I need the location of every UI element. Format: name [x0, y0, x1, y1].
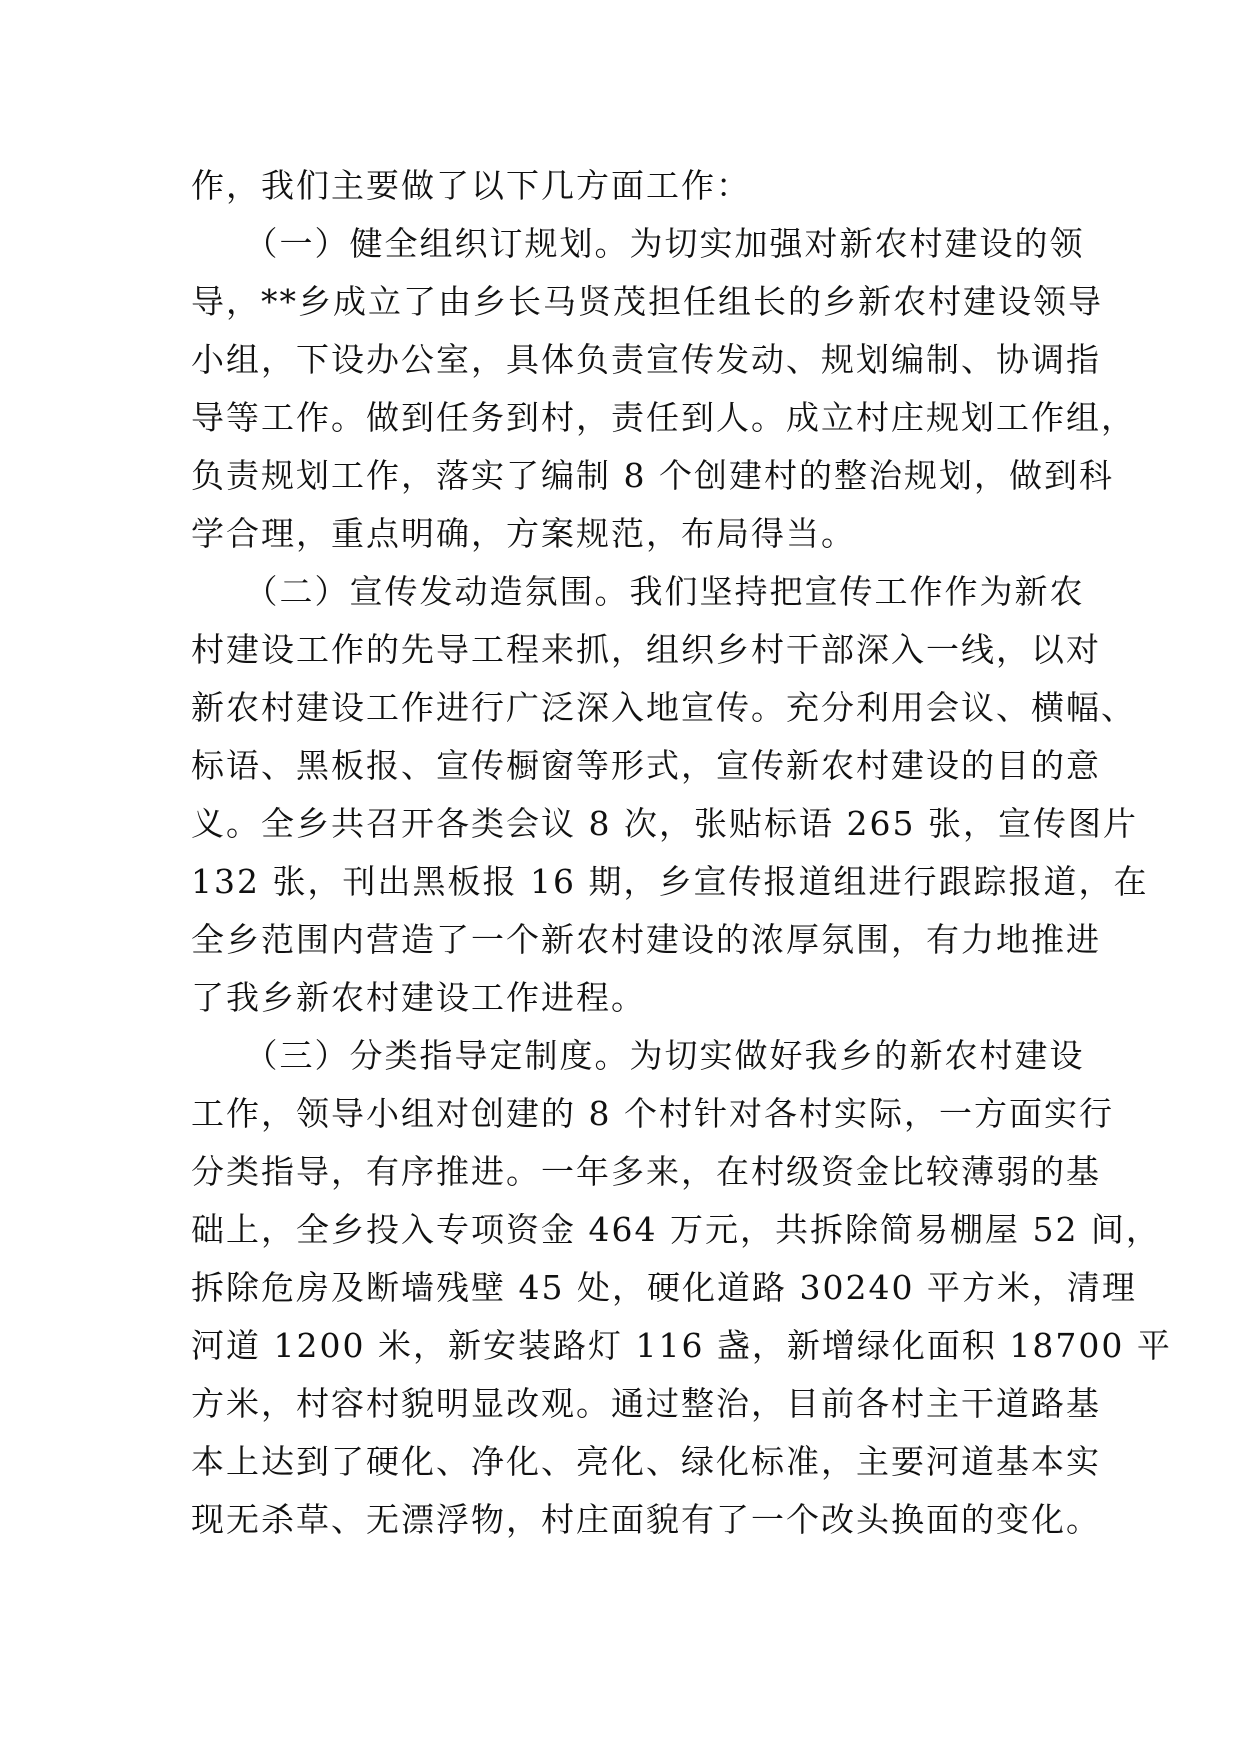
text-line: 村建设工作的先导工程来抓，组织乡村干部深入一线，以对: [191, 630, 1101, 669]
text-line: 学合理，重点明确，方案规范，布局得当。: [191, 514, 856, 553]
document-body: [191, 157, 1172, 1549]
text-line: （一）健全组织订规划。为切实加强对新农村建设的领: [191, 224, 1085, 263]
text-line: 河道 1200 米，新安装路灯 116 盏，新增绿化面积 18700 平: [191, 1326, 1172, 1365]
text-line: （二）宣传发动造氛围。我们坚持把宣传工作作为新农: [191, 572, 1085, 611]
text-line: 工作，领导小组对创建的 8 个村针对各村实际，一方面实行: [191, 1094, 1114, 1133]
text-line: 拆除危房及断墙残壁 45 处，硬化道路 30240 平方米，清理: [191, 1268, 1137, 1307]
text-line: 导，**乡成立了由乡长马贤茂担任组长的乡新农村建设领导: [191, 282, 1103, 321]
text-line: （三）分类指导定制度。为切实做好我乡的新农村建设: [191, 1036, 1085, 1075]
text-line: 了我乡新农村建设工作进程。: [191, 978, 646, 1017]
text-line: 现无杀草、无漂浮物，村庄面貌有了一个改头换面的变化。: [191, 1500, 1101, 1539]
text-line: 132 张，刊出黑板报 16 期，乡宣传报道组进行跟踪报道，在: [191, 862, 1149, 901]
text-line: 小组，下设办公室，具体负责宣传发动、规划编制、协调指: [191, 340, 1101, 379]
text-line: 全乡范围内营造了一个新农村建设的浓厚氛围，有力地推进: [191, 920, 1101, 959]
text-line: 础上，全乡投入专项资金 464 万元，共拆除简易棚屋 52 间，: [191, 1210, 1161, 1249]
text-line: 新农村建设工作进行广泛深入地宣传。充分利用会议、横幅、: [191, 688, 1136, 727]
text-line: 作，我们主要做了以下几方面工作：: [191, 166, 751, 205]
text-line: 本上达到了硬化、净化、亮化、绿化标准，主要河道基本实: [191, 1442, 1101, 1481]
text-line: 义。全乡共召开各类会议 8 次，张贴标语 265 张，宣传图片: [191, 804, 1138, 843]
text-line: 标语、黑板报、宣传橱窗等形式，宣传新农村建设的目的意: [191, 746, 1101, 785]
text-line: 导等工作。做到任务到村，责任到人。成立村庄规划工作组，: [191, 398, 1136, 437]
text-line: 方米，村容村貌明显改观。通过整治，目前各村主干道路基: [191, 1384, 1101, 1423]
text-line: 负责规划工作，落实了编制 8 个创建村的整治规划，做到科: [191, 456, 1114, 495]
text-line: 分类指导，有序推进。一年多来，在村级资金比较薄弱的基: [191, 1152, 1101, 1191]
